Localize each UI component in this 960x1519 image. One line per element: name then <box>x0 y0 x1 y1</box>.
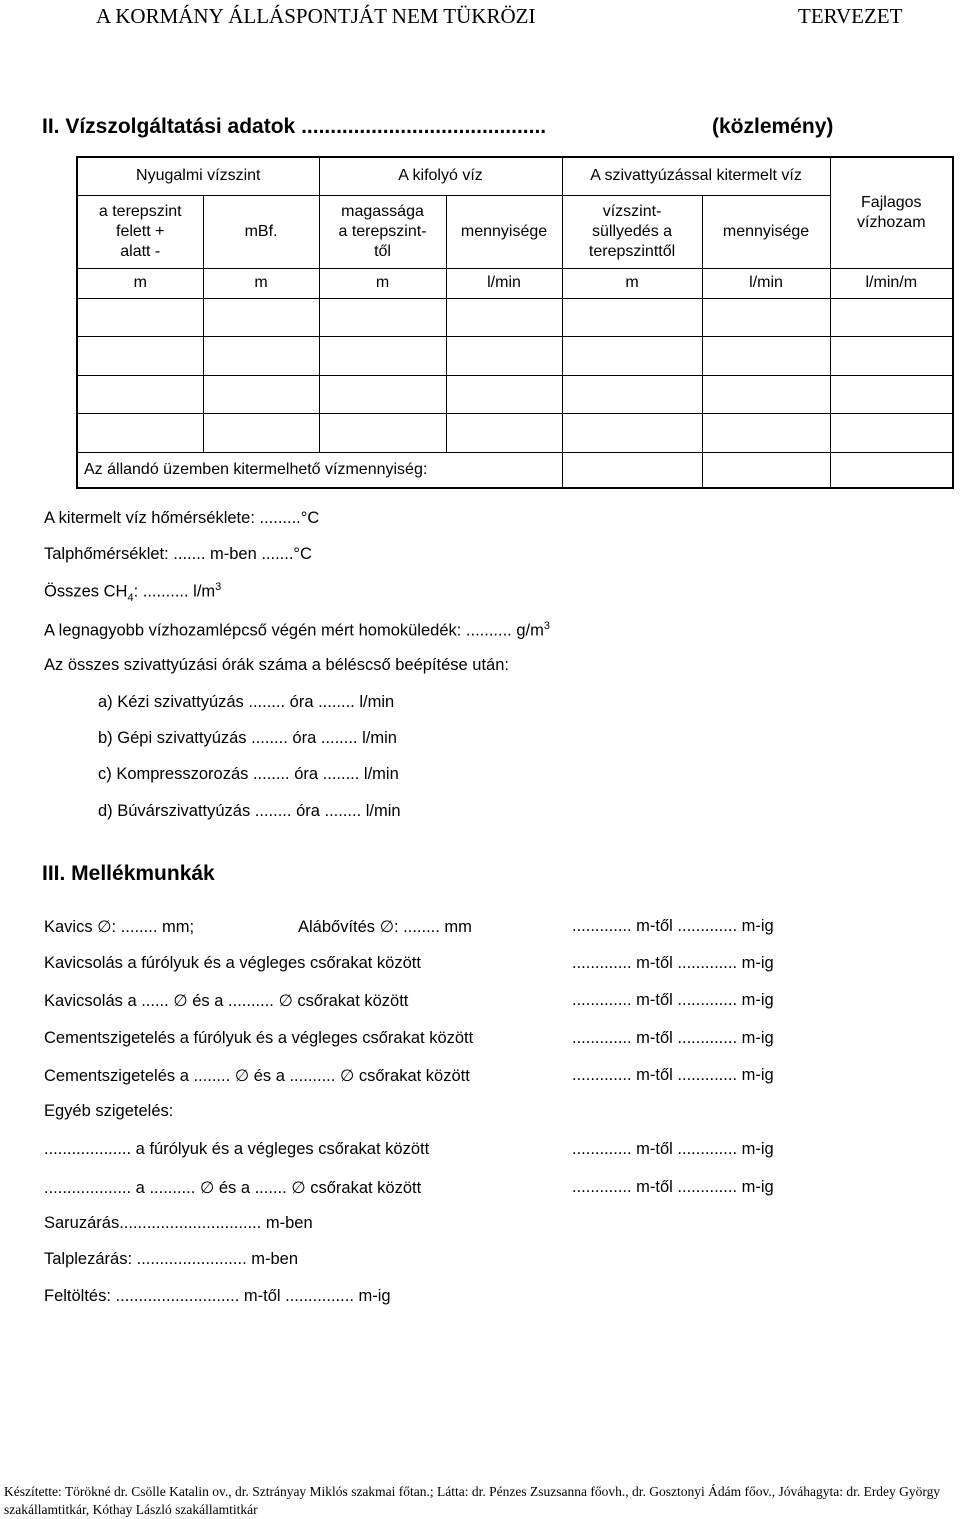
other-sealing-borehole-line: ................... a fúrólyuk és a végleges csőrakat között <box>44 1140 430 1158</box>
table-cell <box>830 337 953 375</box>
table-cell <box>319 337 446 375</box>
unit-cell: m <box>77 268 203 298</box>
table-footer-row <box>77 452 953 488</box>
group-header-outflow: A kifolyó víz <box>319 157 562 195</box>
table-cell <box>702 452 830 488</box>
table-cell <box>77 298 203 336</box>
table-cell <box>203 414 319 452</box>
table-cell <box>319 414 446 452</box>
water-supply-table <box>76 156 954 489</box>
header-terrain-relative: a terepszint felett + alatt - <box>77 195 203 268</box>
table-group-header-row <box>77 157 953 195</box>
depth-range: ............. m-től ............. m-ig <box>572 1140 774 1158</box>
table-cell <box>319 375 446 413</box>
table-cell <box>77 337 203 375</box>
section2-title-suffix: (közlemény) <box>712 115 834 138</box>
other-sealing-label: Egyéb szigetelés: <box>44 1102 174 1120</box>
depth-range: ............. m-től ............. m-ig <box>572 991 774 1009</box>
table-cell <box>562 414 702 452</box>
depth-range: ............. m-től ............. m-ig <box>572 954 774 972</box>
steady-state-yield-label: Az állandó üzemben kitermelhető vízmennyiség: <box>77 452 562 488</box>
unit-cell: l/min/m <box>830 268 953 298</box>
water-temperature-line: A kitermelt víz hőmérséklete: .........°C <box>44 509 320 527</box>
table-row <box>77 298 953 336</box>
cement-sealing-line: Cementszigetelés a fúrólyuk és a végleges csőrakat között <box>44 1029 474 1047</box>
manual-pumping-line: a) Kézi szivattyúzás ........ óra ........ l/min <box>98 693 395 711</box>
unit-cell: l/min <box>446 268 562 298</box>
submersible-pump-line: d) Búvárszivattyúzás ........ óra ........ l/min <box>98 802 401 820</box>
header-left-notice: A KORMÁNY ÁLLÁSPONTJÁT NEM TÜKRÖZI <box>96 4 536 28</box>
table-sub-header-row <box>77 195 953 268</box>
gravel-diameter-line: Kavics ∅: ........ mm; <box>44 918 195 936</box>
table-cell <box>77 375 203 413</box>
bottom-temperature-line: Talphőmérséklet: ....... m-ben .......°C <box>44 545 312 563</box>
table-cell <box>562 375 702 413</box>
compressor-line: c) Kompresszorozás ........ óra ........ l/min <box>98 765 399 783</box>
header-drawdown: vízszint- süllyedés a terepszinttől <box>562 195 702 268</box>
header-right-draft-label: TERVEZET <box>798 4 903 28</box>
table-cell <box>830 414 953 452</box>
cement-sealing-between-casings-line: Cementszigetelés a ........ ∅ és a .......... ∅ csőrakat között <box>44 1067 470 1085</box>
table-cell <box>446 298 562 336</box>
total-ch4-line: Összes $CH_4$: .......... $l/m^3$ <box>44 581 222 604</box>
group-header-static-level: Nyugalmi vízszint <box>77 157 319 195</box>
table-cell <box>562 452 702 488</box>
table-unit-row <box>77 268 953 298</box>
pumping-hours-line: Az összes szivattyúzási órák száma a béléscső beépítése után: <box>44 656 509 674</box>
unit-cell: m <box>562 268 702 298</box>
table-row <box>77 375 953 413</box>
table-cell <box>562 337 702 375</box>
table-cell <box>203 337 319 375</box>
shoe-closure-line: Saruzárás............................... m-ben <box>44 1214 313 1232</box>
table-cell <box>446 414 562 452</box>
table-cell <box>77 414 203 452</box>
table-cell <box>702 414 830 452</box>
depth-range: ............. m-től ............. m-ig <box>572 1066 774 1084</box>
depth-range: ............. m-től ............. m-ig <box>572 917 774 935</box>
table-cell <box>319 298 446 336</box>
table-cell <box>830 452 953 488</box>
section2-title: II. Vízszolgáltatási adatok .......................................... <box>42 115 547 138</box>
gravel-packing-line: Kavicsolás a fúrólyuk és a végleges csőrakat között <box>44 954 421 972</box>
table-cell <box>702 375 830 413</box>
table-cell <box>830 298 953 336</box>
sand-sediment-line: A legnagyobb vízhozamlépcső végén mért homoküledék: .......... $g/m^3$ <box>44 620 550 640</box>
table-row <box>77 414 953 452</box>
table-cell <box>562 298 702 336</box>
bottom-closure-line: Talplezárás: ........................ m-ben <box>44 1250 299 1268</box>
table-cell <box>702 337 830 375</box>
table-cell <box>203 375 319 413</box>
table-cell <box>446 337 562 375</box>
table-cell <box>702 298 830 336</box>
gravel-packing-between-casings-line: Kavicsolás a ...... ∅ és a .......... ∅ csőrakat között <box>44 992 409 1010</box>
table-cell <box>830 375 953 413</box>
underreaming-diameter-line: Alábővítés ∅: ........ mm <box>298 918 472 936</box>
header-specific-yield: Fajlagos vízhozam <box>830 157 953 268</box>
other-sealing-casings-line: ................... a .......... ∅ és a ....... ∅ csőrakat között <box>44 1179 422 1197</box>
footer-credits: Készítette: Törökné dr. Csölle Katalin ov., dr. Sztrányay Miklós szakmai főtan.; Látta: dr. Pénzes Zsuzsanna főovh., dr. Gosztonyi Ádám főov., Jóváhagyta: dr. Erdey György szakállamtitkár, Kóthay László szakállamtitkár <box>4 1484 941 1517</box>
header-outflow-height: magassága a terepszint- től <box>319 195 446 268</box>
unit-cell: m <box>203 268 319 298</box>
backfill-line: Feltöltés: ........................... m-től ............... m-ig <box>44 1287 391 1305</box>
group-header-pumped: A szivattyúzással kitermelt víz <box>562 157 830 195</box>
depth-range: ............. m-től ............. m-ig <box>572 1029 774 1047</box>
depth-range: ............. m-től ............. m-ig <box>572 1178 774 1196</box>
header-pumped-quantity: mennyisége <box>702 195 830 268</box>
section3-title: III. Mellékmunkák <box>42 862 215 885</box>
table-cell <box>203 298 319 336</box>
table-row <box>77 337 953 375</box>
table-cell <box>446 375 562 413</box>
header-mbf: mBf. <box>203 195 319 268</box>
unit-cell: l/min <box>702 268 830 298</box>
header-outflow-quantity: mennyisége <box>446 195 562 268</box>
machine-pumping-line: b) Gépi szivattyúzás ........ óra ........ l/min <box>98 729 397 747</box>
unit-cell: m <box>319 268 446 298</box>
